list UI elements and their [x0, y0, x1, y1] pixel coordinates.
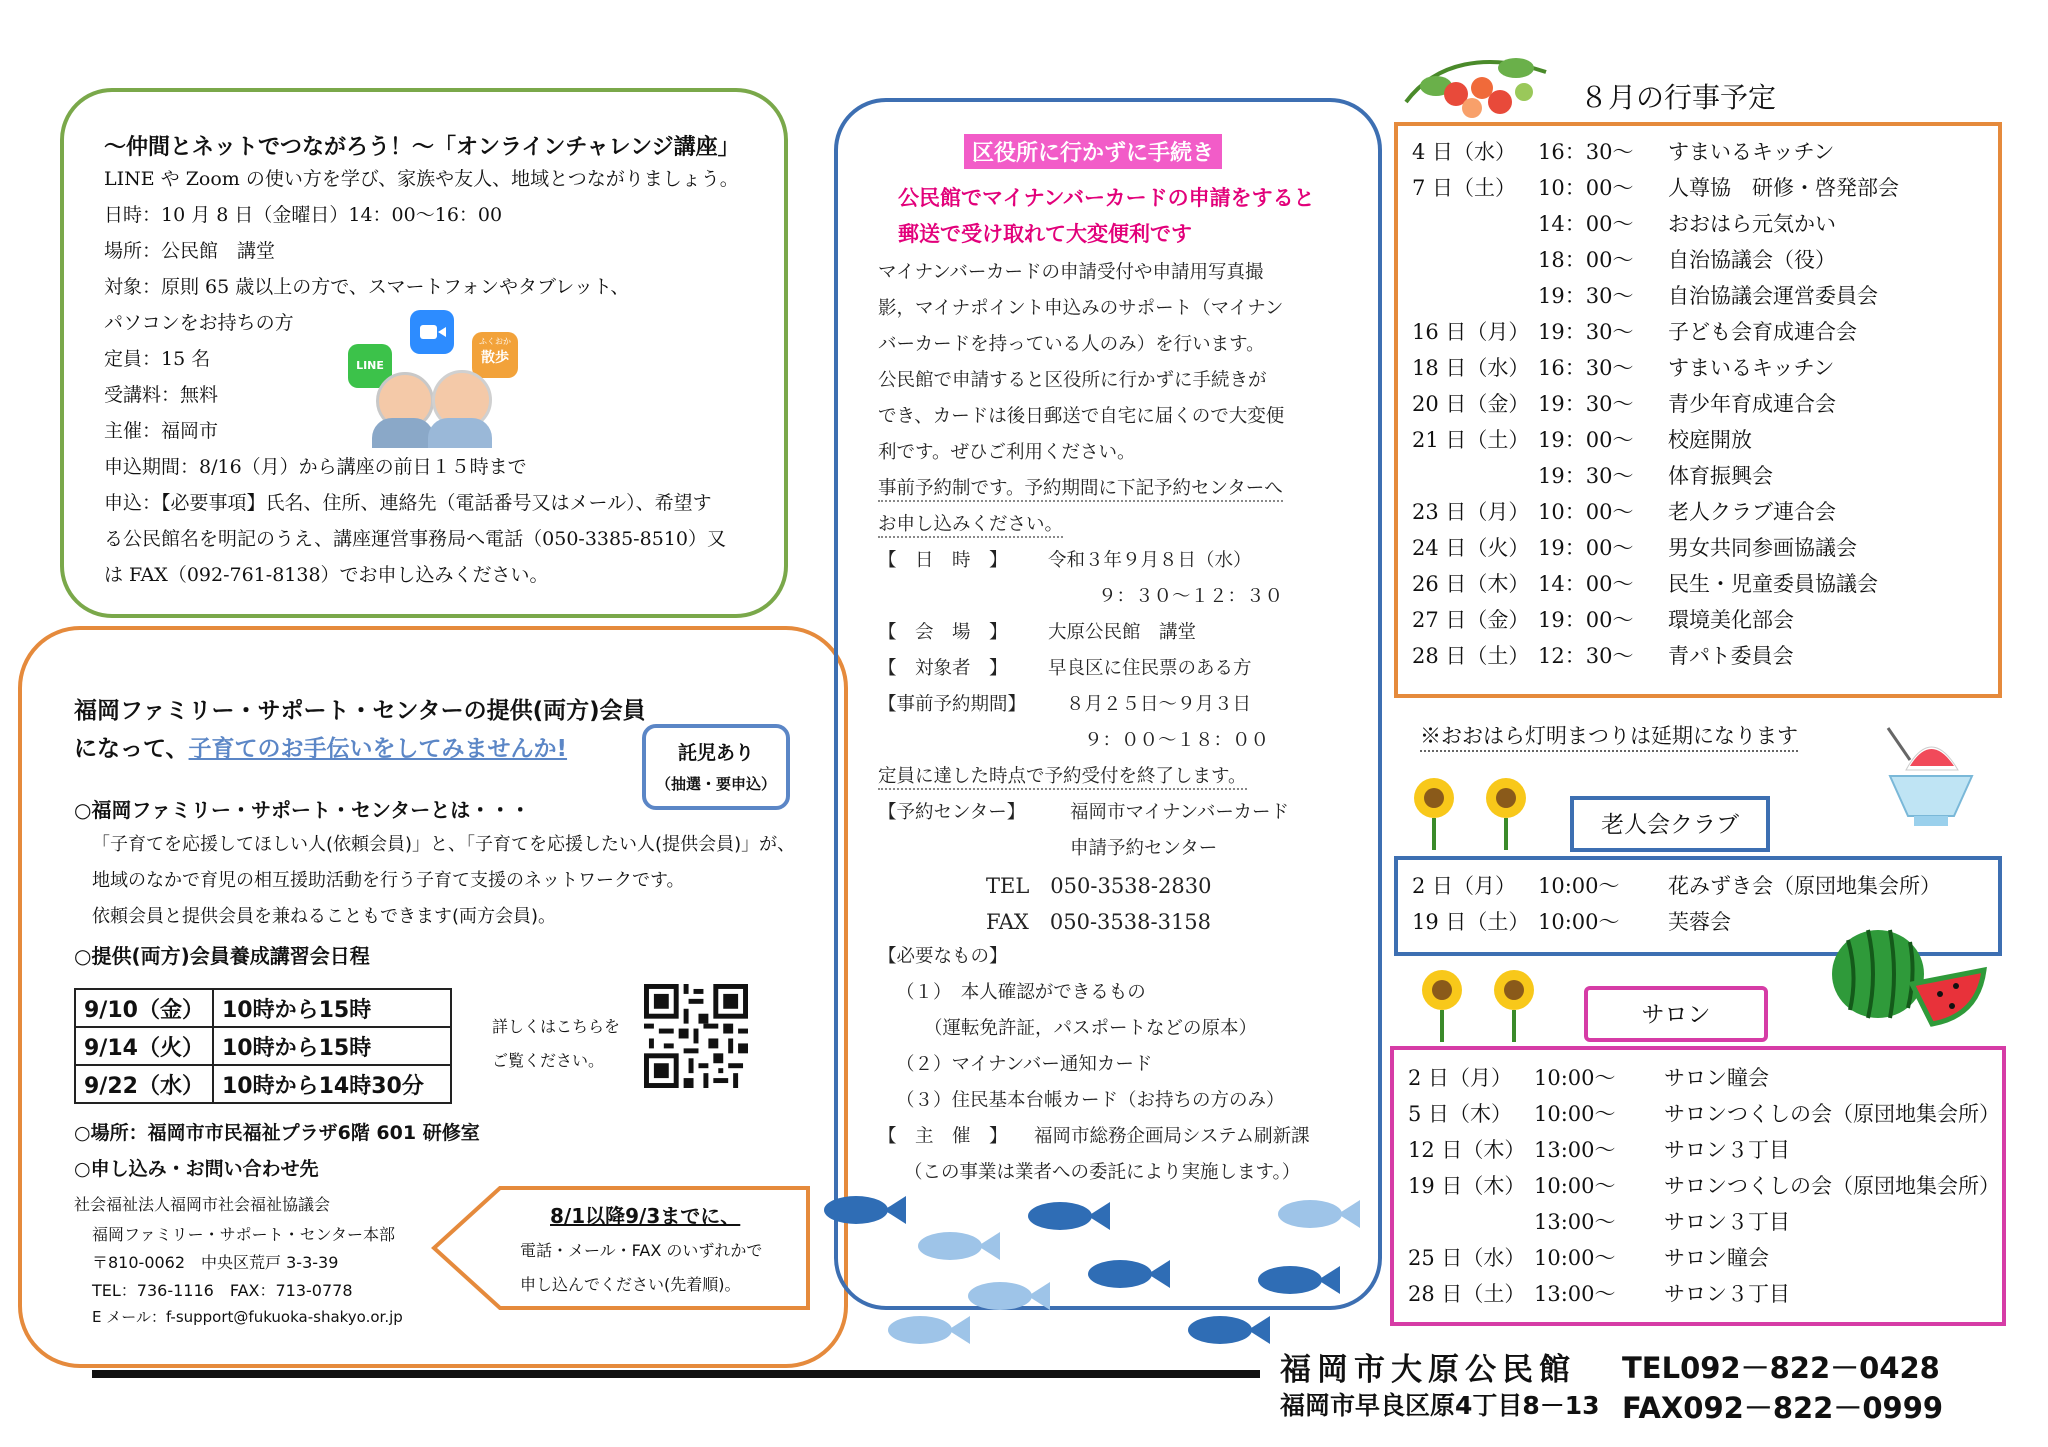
event-time: 13:00～ — [1534, 1138, 1616, 1162]
schedule-row — [1394, 1170, 2002, 1206]
shaved-ice-icon — [1876, 720, 1986, 840]
event-name: 自治協議会運営委員会 — [1668, 284, 1878, 308]
event-day: 25 日（水） — [1408, 1246, 1526, 1270]
family-desc: 「子育てを応援してほしい人(依頼会員)」と、「子育てを応援したい人(提供会員)」が、 — [92, 834, 796, 855]
online-course-section — [60, 88, 788, 618]
schedule-row — [1398, 136, 1998, 172]
center-name: 申請予約センター — [1070, 838, 1218, 859]
sunflower-icon — [1400, 770, 1540, 850]
footer-fax: FAX092－822－0999 — [1622, 1391, 1944, 1425]
schedule-heading: ○提供(両方)会員養成講習会日程 — [74, 944, 370, 968]
contact-line: 福岡ファミリー・サポート・センター本部 — [92, 1225, 396, 1244]
event-time: 12：30～ — [1538, 644, 1634, 668]
schedule-time: 10時から14時30分 — [213, 1065, 451, 1103]
event-time: 19：30～ — [1538, 392, 1634, 416]
contact-line: TEL：736-1116 FAX：713-0778 — [92, 1281, 353, 1300]
event-name: 人尊協 研修・啓発部会 — [1668, 176, 1899, 200]
needs-item: （３）住民基本台帳カード（お持ちの方のみ） — [896, 1090, 1285, 1111]
schedule-time: 10時から15時 — [213, 1027, 451, 1065]
event-time: 10：00～ — [1538, 176, 1634, 200]
event-time: 10:00～ — [1534, 1246, 1616, 1270]
online-line: 主催：福岡市 — [104, 420, 219, 442]
event-day: 12 日（木） — [1408, 1138, 1526, 1162]
mynumber-body: 利です。ぜひご利用ください。 — [878, 442, 1136, 463]
event-time: 13:00～ — [1534, 1210, 1616, 1234]
family-title-line1: 福岡ファミリー・サポート・センターの提供(両方)会員 — [74, 698, 646, 724]
table-row — [75, 989, 451, 1027]
venue-value: 大原公民館 講堂 — [1048, 622, 1197, 643]
events-title: ８月の行事予定 — [1580, 81, 1777, 114]
sanpo-app-icon: ふくおか 散歩 — [472, 332, 518, 378]
contact-heading: ○申し込み・お問い合わせ先 — [74, 1158, 319, 1180]
schedule-row — [1398, 870, 1998, 906]
online-line: 日時：10 月 8 日（金曜日）14：00～16：00 — [104, 204, 503, 226]
event-time: 10:00～ — [1538, 874, 1620, 898]
mynumber-body: 影，マイナポイント申込みのサポート（マイナン — [878, 298, 1284, 319]
qr-code-icon[interactable] — [644, 984, 748, 1088]
schedule-row — [1394, 1206, 2002, 1242]
watermelon-icon — [1828, 920, 1988, 1030]
mynumber-body: バーカードを持っている人のみ）を行います。 — [878, 334, 1265, 355]
table-row — [75, 1027, 451, 1065]
period-label: 【事前予約期間】 — [878, 694, 1027, 715]
line-app-icon: LINE — [348, 344, 392, 388]
event-day: 2 日（月） — [1412, 874, 1517, 898]
period-value: ８月２５日～９月３日 — [1066, 694, 1252, 715]
online-line: LINE や Zoom の使い方を学び、家族や友人、地域とつながりましょう。 — [104, 168, 739, 190]
schedule-row — [1398, 172, 1998, 208]
schedule-date: 9/14（火） — [75, 1027, 213, 1065]
deadline-line: 申し込んでください(先着順)。 — [520, 1275, 741, 1294]
event-day: 4 日（水） — [1412, 140, 1517, 164]
schedule-row — [1398, 316, 1998, 352]
schedule-row — [1398, 424, 1998, 460]
event-name: 老人クラブ連合会 — [1668, 500, 1836, 524]
mynumber-card-section — [834, 98, 1382, 1310]
event-name: 環境美化部会 — [1668, 608, 1794, 632]
event-name: サロン３丁目 — [1664, 1138, 1790, 1162]
event-time: 10:00～ — [1538, 910, 1620, 934]
period-time: ９：００～１８：００ — [1084, 730, 1270, 751]
host-value: 福岡市総務企画局システム刷新課 — [1034, 1126, 1310, 1147]
reservation-note: お申し込みください。 — [878, 510, 1063, 538]
fish-decoration-icon — [800, 1180, 1360, 1370]
tomato-decoration-icon — [1396, 42, 1556, 122]
deadline-line: 電話・メール・FAX のいずれかで — [520, 1241, 763, 1260]
event-day: 20 日（金） — [1412, 392, 1530, 416]
online-line: 受講料：無料 — [104, 384, 219, 406]
schedule-row — [1394, 1134, 2002, 1170]
event-time: 14：00～ — [1538, 572, 1634, 596]
online-line: 申込：【必要事項】氏名、住所、連絡先（電話番号又はメール）、希望す — [104, 492, 712, 514]
reservation-note: 事前予約制です。予約期間に下記予約センターへ — [878, 474, 1283, 502]
schedule-row — [1398, 604, 1998, 640]
family-what-heading: ○福岡ファミリー・サポート・センターとは・・・ — [74, 798, 531, 822]
schedule-row — [1398, 244, 1998, 280]
table-row — [75, 1065, 451, 1103]
event-name: サロン３丁目 — [1664, 1210, 1790, 1234]
event-day: 21 日（土） — [1412, 428, 1530, 452]
schedule-row — [1394, 1062, 2002, 1098]
online-line: 対象：原則 65 歳以上の方で、スマートフォンやタブレット、 — [104, 276, 630, 298]
event-time: 16：30～ — [1538, 140, 1634, 164]
childcare-badge: 託児あり （抽選・要申込） — [642, 724, 790, 810]
mynumber-headline: 郵送で受け取れて大変便利です — [898, 222, 1192, 246]
online-line: る公民館名を明記のうえ、講座運営事務局へ電話（050-3385-8510）又 — [104, 528, 726, 550]
event-day: 24 日（火） — [1412, 536, 1530, 560]
sunflower-icon — [1408, 962, 1548, 1042]
event-day: 26 日（木） — [1412, 572, 1530, 596]
schedule-row — [1394, 1098, 2002, 1134]
schedule-row — [1398, 208, 1998, 244]
event-time: 16：30～ — [1538, 356, 1634, 380]
schedule-row — [1398, 280, 1998, 316]
salon-label: サロン — [1584, 986, 1768, 1042]
schedule-row — [1394, 1242, 2002, 1278]
event-name: 青パト委員会 — [1668, 644, 1794, 668]
event-name: サロン３丁目 — [1664, 1282, 1790, 1306]
mynumber-body: マイナンバーカードの申請受付や申請用写真撮 — [878, 262, 1264, 283]
venue-text: ○場所：福岡市市民福祉プラザ6階 601 研修室 — [74, 1122, 480, 1144]
events-schedule-section — [1394, 122, 2002, 698]
deadline-title: 8/1以降9/3までに、 — [550, 1204, 741, 1228]
event-time: 10:00～ — [1534, 1174, 1616, 1198]
more-info-text: 詳しくはこちらを — [492, 1017, 621, 1036]
event-time: 19：00～ — [1538, 608, 1634, 632]
online-line: パソコンをお持ちの方 — [104, 312, 294, 334]
family-title-highlight: 子育てのお手伝いをしてみませんか! — [188, 736, 568, 762]
venue-label: 【 会 場 】 — [878, 622, 1008, 643]
schedule-row — [1398, 532, 1998, 568]
date-label: 【 日 時 】 — [878, 550, 1008, 571]
event-time: 19：30～ — [1538, 284, 1634, 308]
email-link[interactable]: E メール：f-support@fukuoka-shakyo.or.jp — [92, 1308, 403, 1326]
event-time: 13:00～ — [1534, 1282, 1616, 1306]
event-time: 19：30～ — [1538, 320, 1634, 344]
mynumber-headline: 公民館でマイナンバーカードの申請をすると — [898, 186, 1315, 210]
schedule-date: 9/22（水） — [75, 1065, 213, 1103]
event-name: すまいるキッチン — [1668, 356, 1835, 380]
needs-item: （１） 本人確認ができるもの — [896, 982, 1146, 1003]
schedule-time: 10時から15時 — [213, 989, 451, 1027]
event-day: 28 日（土） — [1412, 644, 1530, 668]
senior-club-label: 老人会クラブ — [1570, 796, 1770, 852]
date-value: 令和３年９月８日（水） — [1048, 550, 1252, 571]
footer-tel: TEL092－822－0428 — [1622, 1351, 1940, 1385]
event-day: 27 日（金） — [1412, 608, 1530, 632]
zoom-app-icon — [410, 310, 454, 354]
target-value: 早良区に住民票のある方 — [1048, 658, 1252, 679]
mynumber-banner: 区役所に行かずに手続き — [964, 134, 1222, 169]
event-name: すまいるキッチン — [1668, 140, 1835, 164]
event-name: 校庭開放 — [1668, 428, 1752, 452]
schedule-row — [1398, 568, 1998, 604]
online-line: は FAX（092-761-8138）でお申し込みください。 — [104, 564, 549, 586]
more-info-text: ご覧ください。 — [492, 1051, 605, 1070]
needs-item: （２）マイナンバー通知カード — [896, 1054, 1153, 1075]
footer-divider — [92, 1370, 1260, 1378]
event-name: おおはら元気かい — [1668, 212, 1836, 236]
schedule-row — [1398, 640, 1998, 676]
schedule-row — [1398, 460, 1998, 496]
event-name: 花みずき会（原団地集会所） — [1668, 874, 1941, 898]
deadline-callout — [430, 1186, 810, 1310]
needs-label: 【必要なもの】 — [878, 946, 1008, 967]
event-day: 7 日（土） — [1412, 176, 1517, 200]
event-name: サロンつくしの会（原団地集会所） — [1664, 1174, 2000, 1198]
center-tel: TEL 050-3538-2830 — [986, 874, 1212, 898]
center-fax: FAX 050-3538-3158 — [986, 910, 1212, 934]
schedule-row — [1394, 1278, 2002, 1314]
event-day: 23 日（月） — [1412, 500, 1530, 524]
event-time: 19：00～ — [1538, 536, 1634, 560]
event-time: 10:00～ — [1534, 1066, 1616, 1090]
event-name: 青少年育成連合会 — [1668, 392, 1836, 416]
contact-line: 〒810-0062 中央区荒戸 3-3-39 — [92, 1253, 339, 1272]
online-line: 定員：15 名 — [104, 348, 211, 370]
festival-notice: ※おおはら灯明まつりは延期になります — [1420, 720, 1798, 752]
family-desc: 地域のなかで育児の相互援助活動を行う子育て支援のネットワークです。 — [92, 870, 685, 891]
online-line: 申込期間：8/16（月）から講座の前日１５時まで — [104, 456, 527, 478]
online-course-title: ～仲間とネットでつながろう！～「オンラインチャレンジ講座」 — [104, 135, 740, 160]
event-time: 19：30～ — [1538, 464, 1634, 488]
organization-name: 社会福祉法人福岡市社会福祉協議会 — [74, 1195, 331, 1214]
needs-item: （運転免許証，パスポートなどの原本） — [924, 1018, 1258, 1039]
event-day: 18 日（水） — [1412, 356, 1530, 380]
event-name: 自治協議会（役） — [1668, 248, 1836, 272]
mynumber-body: でき、カードは後日郵送で自宅に届くので大変便 — [878, 406, 1285, 427]
event-time: 18：00～ — [1538, 248, 1634, 272]
event-name: 男女共同参画協議会 — [1668, 536, 1857, 560]
event-day: 19 日（木） — [1408, 1174, 1526, 1198]
event-name: サロンつくしの会（原団地集会所） — [1664, 1102, 2000, 1126]
schedule-date: 9/10（金） — [75, 989, 213, 1027]
time-value: ９：３０～１２：３０ — [1098, 586, 1284, 607]
event-name: サロン瞳会 — [1664, 1066, 1769, 1090]
footer-address: 福岡市早良区原4丁目8－13 — [1280, 1391, 1600, 1420]
event-day: 16 日（月） — [1412, 320, 1530, 344]
schedule-row — [1398, 388, 1998, 424]
target-label: 【 対象者 】 — [878, 658, 1008, 679]
event-name: 体育振興会 — [1668, 464, 1773, 488]
event-time: 10:00～ — [1534, 1102, 1616, 1126]
event-day: 2 日（月） — [1408, 1066, 1513, 1090]
host-label: 【 主 催 】 — [878, 1126, 1008, 1147]
family-title-line2: になって、子育てのお手伝いをしてみませんか! — [74, 736, 568, 762]
event-day: 5 日（木） — [1408, 1102, 1513, 1126]
event-name: サロン瞳会 — [1664, 1246, 1769, 1270]
capacity-note: 定員に達した時点で予約受付を終了します。 — [878, 762, 1247, 790]
footer-community-center-name: 福岡市大原公民館 — [1280, 1352, 1576, 1388]
schedule-row — [1398, 352, 1998, 388]
event-time: 10：00～ — [1538, 500, 1634, 524]
online-line: 場所：公民館 講堂 — [104, 240, 276, 262]
family-support-section — [18, 626, 848, 1368]
training-schedule-table — [74, 988, 452, 1104]
event-day: 28 日（土） — [1408, 1282, 1526, 1306]
event-name: 子ども会育成連合会 — [1668, 320, 1857, 344]
mynumber-body: 公民館で申請すると区役所に行かずに手続きが — [878, 370, 1267, 391]
event-name: 芙蓉会 — [1668, 910, 1731, 934]
event-time: 14：00～ — [1538, 212, 1634, 236]
event-name: 民生・児童委員協議会 — [1668, 572, 1878, 596]
event-day: 19 日（土） — [1412, 910, 1530, 934]
center-name: 福岡市マイナンバーカード — [1070, 802, 1290, 823]
elderly-couple-illustration — [348, 306, 538, 446]
salon-section — [1390, 1046, 2006, 1326]
event-time: 19：00～ — [1538, 428, 1634, 452]
host-note: （この事業は業者への委託により実施します。） — [904, 1162, 1301, 1183]
family-desc: 依頼会員と提供会員を兼ねることもできます(両方会員)。 — [92, 906, 557, 927]
center-label: 【予約センター】 — [878, 802, 1026, 823]
schedule-row — [1398, 496, 1998, 532]
